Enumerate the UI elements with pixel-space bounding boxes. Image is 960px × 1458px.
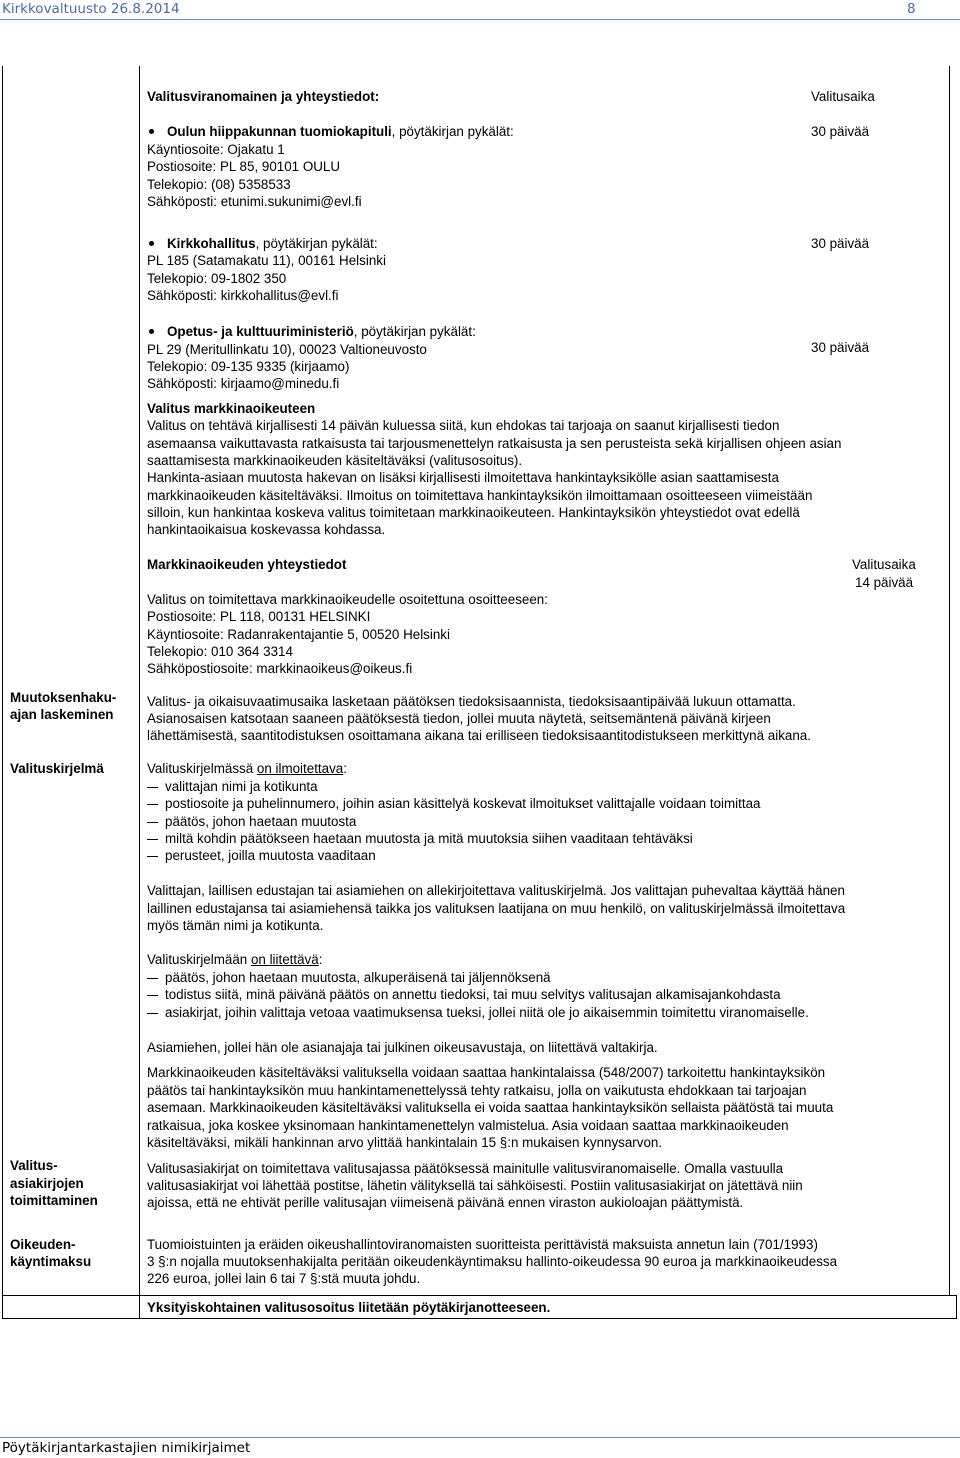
tuomiokapituli-line: Postiosoite: PL 85, 90101 OULU bbox=[147, 159, 341, 174]
tuomiokapituli-title: Oulun hiippakunnan tuomiokapituli, pöytäkirjan pykälät: bbox=[167, 124, 514, 139]
allekirjoitus-text: Valittajan, laillisen edustajan tai asiamiehen on allekirjoitettava valituskirjelmä. Jos valittajan puhevaltaa käyttää hänen bbox=[147, 883, 845, 898]
table-divider bbox=[139, 66, 140, 1319]
ministerio-time: 30 päivää bbox=[811, 340, 870, 355]
dash-icon bbox=[147, 804, 158, 805]
toimittaminen-text: valitusasiakirjat voi lähettää postitse, lähetin välityksellä tai sähköisesti. Postiin valitusasiakirjat on jätettävä niin bbox=[147, 1178, 803, 1193]
muutoksenhakuaika-text: Valitus- ja oikaisuvaatimusaika lasketaan päätöksen tiedoksisaannista, tiedoksisaantipäivää lukuun ottamatta. bbox=[147, 694, 796, 709]
kirkkohallitus-line: Sähköposti: kirkkohallitus@evl.fi bbox=[147, 288, 339, 303]
kirkkohallitus-title: Kirkkohallitus, pöytäkirjan pykälät: bbox=[167, 236, 378, 251]
ministerio-line: Telekopio: 09-135 9335 (kirjaamo) bbox=[147, 359, 350, 374]
valituskirjelma-item: miltä kohdin päätökseen haetaan muutosta ja mitä muutoksia siihen vaaditaan tehtäväksi bbox=[165, 831, 693, 846]
dash-icon bbox=[147, 995, 158, 996]
ministerio-line: Sähköposti: kirjaamo@minedu.fi bbox=[147, 376, 340, 391]
markkinaoikeus-contact-line: Valitus on toimitettava markkinaoikeudelle osoitettuna osoitteeseen: bbox=[147, 592, 548, 607]
dash-icon bbox=[147, 1013, 158, 1014]
dash-icon bbox=[147, 978, 158, 979]
allekirjoitus-text: laillinen edustajansa tai asiamiehensä taikka jos valituksen laatijana on muu henkilö, on valituskirjelmässä ilmoitettava bbox=[147, 901, 846, 916]
markkina-hankinta-text: asemaan. Markkinaoikeuden käsiteltäväksi valituksella ei voida saattaa hankintayksikön sellaista päätöstä tai muuta bbox=[147, 1100, 834, 1115]
markkinaoikeus-text: asemaansa vaikuttavasta ratkaisusta tai tarjousmenettelyn ratkaisusta ja sen perusteista sekä kirjallisen ohjeen asian bbox=[147, 436, 842, 451]
valituskirjelma-item: valittajan nimi ja kotikunta bbox=[165, 779, 318, 794]
header-meeting-title: Kirkkovaltuusto 26.8.2014 bbox=[2, 1, 180, 17]
markkinaoikeus-text: hankintaoikaisua koskevassa kohdassa. bbox=[147, 522, 386, 537]
markkinaoikeus-text: markkinaoikeuden käsiteltäväksi. Ilmoitus on toimitettava hankintayksikön ilmoittamaan osoitteeseen viimeistään bbox=[147, 488, 813, 503]
ministerio-title: Opetus- ja kulttuuriministeriö, pöytäkirjan pykälät: bbox=[167, 324, 476, 339]
pöytäkirja-note: Yksityiskohtainen valitusosoitus liitetään pöytäkirjanotteeseen. bbox=[147, 1300, 551, 1315]
liite-item: päätös, johon haetaan muutosta, alkuperäisenä tai jäljennöksenä bbox=[165, 970, 551, 985]
bullet-icon bbox=[149, 241, 154, 246]
kirkkohallitus-line: Telekopio: 09-1802 350 bbox=[147, 271, 287, 286]
markkinaoikeus-text: Valitus on tehtävä kirjallisesti 14 päivän kuluessa siitä, kun ehdokas tai tarjoaja on saanut kirjallisesti tiedon bbox=[147, 418, 780, 433]
markkina-hankinta-text: päätös tai hankintayksikön muu hankintamenettelyssä tehty ratkaisu, jolla on vaikutusta ehdokkaan tai tarjoajan bbox=[147, 1083, 807, 1098]
tuomiokapituli-line: Telekopio: (08) 5358533 bbox=[147, 177, 291, 192]
header-rule bbox=[0, 19, 960, 20]
markkinaoikeus-contact-heading: Markkinaoikeuden yhteystiedot bbox=[147, 557, 347, 572]
markkina-hankinta-text: käsiteltäväksi, mikäli hankinnan arvo ylittää hankintalain 15 §:n mukaisen kynnysarvon. bbox=[147, 1135, 663, 1150]
markkina-hankinta-text: ratkaisua, joka koskee yksinomaan hankintamenettelyn valmistelua. Asia voidaan saattaa markkinaoikeuden bbox=[147, 1118, 789, 1133]
markkinaoikeus-contact-line: Telekopio: 010 364 3314 bbox=[147, 644, 293, 659]
kirkkohallitus-line: PL 185 (Satamakatu 11), 00161 Helsinki bbox=[147, 253, 386, 268]
liitteet-intro: Valituskirjelmään on liitettävä: bbox=[147, 952, 323, 967]
note-box-bottom bbox=[2, 1318, 957, 1319]
tuomiokapituli-line: Sähköposti: etunimi.sukunimi@evl.fi bbox=[147, 194, 362, 209]
bullet-icon bbox=[149, 129, 154, 134]
kayntimaksu-label: käyntimaksu bbox=[10, 1254, 92, 1269]
valituskirjelma-intro: Valituskirjelmässä on ilmoitettava: bbox=[147, 761, 347, 776]
muutoksenhakuaika-label: ajan laskeminen bbox=[10, 707, 114, 722]
ministerio-line: PL 29 (Meritullinkatu 10), 00023 Valtioneuvosto bbox=[147, 342, 427, 357]
markkinaoikeus-text: silloin, kun hankintaa koskeva valitus toimitetaan markkinaoikeuteen. Hankintayksikön yhteystiedot ovat edellä bbox=[147, 505, 800, 520]
tuomiokapituli-line: Käyntiosoite: Ojakatu 1 bbox=[147, 142, 285, 157]
liite-item: asiakirjat, joihin valittaja vetoaa vaatimuksensa tueksi, jollei niitä ole jo aikaisemmin toimitettu viranomaiselle. bbox=[165, 1005, 809, 1020]
valituskirjelma-item: postiosoite ja puhelinnumero, joihin asian käsittelyä koskevat ilmoitukset valittajalle voidaan toimittaa bbox=[165, 796, 761, 811]
markkinaoikeus-time-heading: Valitusaika bbox=[852, 557, 916, 572]
dash-icon bbox=[147, 856, 158, 857]
footer-initials-label: Pöytäkirjantarkastajien nimikirjaimet bbox=[2, 1440, 251, 1456]
asiamies-text: Asiamiehen, jollei hän ole asianajaja tai julkinen oikeusavustaja, on liitettävä valtakirja. bbox=[147, 1040, 658, 1055]
kayntimaksu-label: Oikeuden- bbox=[10, 1237, 76, 1252]
tuomiokapituli-time: 30 päivää bbox=[811, 124, 870, 139]
table-border-right bbox=[949, 66, 950, 1295]
page-number: 8 bbox=[907, 1, 916, 17]
markkinaoikeus-contact-line: Sähköpostiosoite: markkinaoikeus@oikeus.fi bbox=[147, 661, 413, 676]
markkinaoikeus-contact-line: Postiosoite: PL 118, 00131 HELSINKI bbox=[147, 609, 371, 624]
markkinaoikeus-contact-line: Käyntiosoite: Radanrakentajantie 5, 00520 Helsinki bbox=[147, 627, 450, 642]
muutoksenhakuaika-text: Asianosaisen katsotaan saaneen päätöksestä tiedon, jollei muuta näytetä, seitsemäntenä päivänä kirjeen bbox=[147, 711, 771, 726]
table-border-left bbox=[2, 66, 3, 1319]
markkinaoikeus-text: Hankinta-asiaan muutosta hakevan on lisäksi kirjallisesti ilmoitettava hankintayksikölle asian saattamisesta bbox=[147, 470, 779, 485]
toimittaminen-label: toimittaminen bbox=[10, 1193, 98, 1208]
valituskirjelma-label: Valituskirjelmä bbox=[10, 761, 104, 776]
muutoksenhakuaika-text: lähettämisestä, saantitodistuksen osoittamana aikana tai erilliseen tiedoksisaantitodistukseen merkittynä aikana. bbox=[147, 728, 811, 743]
markkina-hankinta-text: Markkinaoikeuden käsiteltäväksi valituksella voidaan saattaa hankintalaissa (548/2007) tarkoitettu hankintayksikön bbox=[147, 1065, 826, 1080]
kayntimaksu-text: 226 euroa, jollei lain 6 tai 7 §:stä muuta johdu. bbox=[147, 1271, 421, 1286]
markkinaoikeus-text: saattamisesta markkinaoikeuden käsiteltäväksi (valitusosoitus). bbox=[147, 453, 523, 468]
note-box-right bbox=[956, 1295, 957, 1319]
markkinaoikeus-heading: Valitus markkinaoikeuteen bbox=[147, 401, 316, 416]
toimittaminen-label: asiakirjojen bbox=[10, 1176, 84, 1191]
liite-item: todistus siitä, minä päivänä päätös on annettu tiedoksi, tai muu selvitys valitusajan alkamisajankohdasta bbox=[165, 987, 781, 1002]
muutoksenhakuaika-label: Muutoksenhaku- bbox=[10, 690, 117, 705]
kayntimaksu-text: 3 §:n nojalla muutoksenhakijalta peritään oikeudenkäyntimaksu hallinto-oikeudessa 90 euroa ja markkinaoikeudessa bbox=[147, 1254, 838, 1269]
note-box-top bbox=[139, 1295, 957, 1296]
page-header bbox=[0, 0, 960, 20]
valituskirjelma-item: perusteet, joilla muutosta vaaditaan bbox=[165, 848, 376, 863]
kirkkohallitus-time: 30 päivää bbox=[811, 236, 870, 251]
markkinaoikeus-time: 14 päivää bbox=[855, 575, 914, 590]
valitusaika-heading: Valitusaika bbox=[811, 89, 875, 104]
dash-icon bbox=[147, 822, 158, 823]
allekirjoitus-text: myös tämän nimi ja kotikunta. bbox=[147, 918, 324, 933]
footer-rule bbox=[0, 1437, 960, 1438]
toimittaminen-label: Valitus- bbox=[10, 1158, 58, 1173]
dash-icon bbox=[147, 839, 158, 840]
toimittaminen-text: Valitusasiakirjat on toimitettava valitusajassa päätöksessä mainitulle valitusviranomaiselle. Omalla vastuulla bbox=[147, 1161, 784, 1176]
dash-icon bbox=[147, 787, 158, 788]
kayntimaksu-text: Tuomioistuinten ja eräiden oikeushallintoviranomaisten suoritteista perittävistä maksuista annetun lain (701/1993) bbox=[147, 1237, 818, 1252]
viranomainen-heading: Valitusviranomainen ja yhteystiedot: bbox=[147, 89, 380, 104]
valituskirjelma-item: päätös, johon haetaan muutosta bbox=[165, 814, 357, 829]
toimittaminen-text: ajoissa, että ne ehtivät perille valitusajan viimeisenä päivänä ennen viraston aukioloajan päättymistä. bbox=[147, 1195, 744, 1210]
bullet-icon bbox=[149, 329, 154, 334]
